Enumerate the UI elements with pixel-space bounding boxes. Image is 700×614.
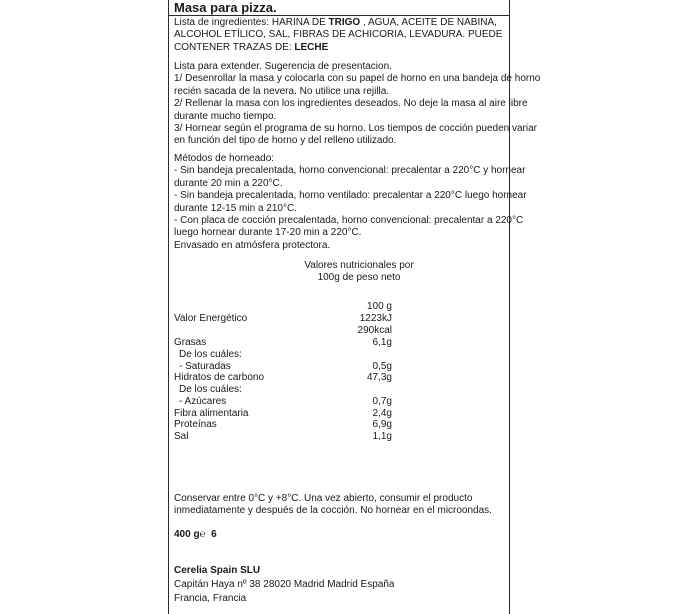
nutrition-row: Grasas 6,1g: [174, 337, 392, 348]
nutrition-heading: Valores nutricionales por 100g de peso neto: [304, 260, 414, 284]
product-label: [168, 0, 541, 614]
baking-line: - Con placa de cocción precalentada, horno convencional: precalentar a 220°C: [174, 215, 524, 227]
instruction-line: 3/ Hornear según el programa de su horno. Los tiempos de cocción pueden variar: [174, 123, 537, 135]
company-country: Francia, Francia: [174, 593, 247, 604]
packaging-note: Envasado en atmósfera protectora.: [174, 239, 331, 251]
instruction-line: 2/ Rellenar la masa con los ingredientes deseados. No deje la masa al aire libre: [174, 98, 528, 110]
instructions-block: [174, 61, 540, 148]
ingredients-line-1: Lista de ingredientes: HARINA DE TRIGO , AGUA, ACEITE DE NABINA,: [174, 17, 497, 28]
nutrition-row: De los cuáles:: [179, 349, 242, 360]
nutrition-energy-kcal-row: 290kcal: [357, 325, 392, 336]
nutrition-row: - Azúcares 0,7g: [179, 396, 392, 407]
nutrition-energy-row: Valor Energético 1223kJ: [174, 313, 392, 324]
nutrition-unit-header: 100 g: [366, 301, 392, 312]
unit-count: 6: [211, 529, 217, 540]
baking-line: - Sin bandeja precalentada, horno ventilado: precalentar a 220°C luego hornear: [174, 190, 527, 202]
company-name: Cerelia Spain SLU: [174, 565, 261, 576]
product-title: Masa para pizza.: [174, 0, 277, 15]
baking-line: Métodos de horneado:: [174, 153, 275, 164]
ingredients-line-2: ALCOHOL ETÍLICO, SAL, FIBRAS DE ACHICORIA, LEVADURA. PUEDE: [174, 29, 503, 41]
net-weight-value: 400 g: [174, 529, 200, 540]
ingredients-line-3: CONTENER TRAZAS DE: LECHE: [174, 41, 329, 53]
storage-line: inmediatamente y después de la cocción. No hornear en el microondas.: [174, 505, 492, 517]
baking-line: durante 12-15 min a 210°C.: [174, 202, 297, 214]
nutrition-row: De los cuáles:: [179, 384, 242, 395]
allergen-trigo: TRIGO: [328, 17, 361, 28]
net-weight: [174, 529, 217, 540]
estimated-sign-icon: ℮: [199, 529, 206, 540]
baking-line: durante 20 min a 220°C.: [174, 177, 283, 189]
baking-line: luego hornear durante 17-20 min a 220°C.: [174, 227, 362, 239]
nutrition-row: Proteínas 6,9g: [174, 419, 392, 430]
nutrition-row: Fibra alimentaria 2,4g: [174, 408, 392, 419]
allergen-leche: LECHE: [294, 41, 329, 53]
nutrition-row: - Saturadas 0,5g: [179, 361, 392, 372]
instruction-line: recién sacada de la nevera. No utilice una rejilla.: [174, 85, 390, 97]
storage-line: Conservar entre 0°C y +8°C. Una vez abierto, consumir el producto: [174, 493, 473, 504]
instruction-line: en función del tipo de horno y del relleno utilizado.: [174, 135, 397, 147]
company-address: Capitán Haya nº 38 28020 Madrid Madrid España: [174, 579, 395, 590]
instruction-line: Lista para extender. Sugerencia de presentacion.: [174, 61, 392, 72]
nutrition-row: Hidratos de carbono 47,3g: [174, 372, 392, 383]
ingredients-block: [174, 17, 502, 54]
storage-block: [174, 493, 492, 518]
title-divider: [169, 15, 509, 16]
instruction-line: durante mucho tiempo.: [174, 110, 277, 122]
baking-methods-block: [174, 153, 527, 252]
baking-line: - Sin bandeja precalentada, horno convencional: precalentar a 220°C y hornear: [174, 165, 526, 177]
nutrition-row: Sal 1,1g: [174, 431, 392, 442]
instruction-line: 1/ Desenrollar la masa y colocarla con su papel de horno en una bandeja de horno: [174, 73, 541, 85]
